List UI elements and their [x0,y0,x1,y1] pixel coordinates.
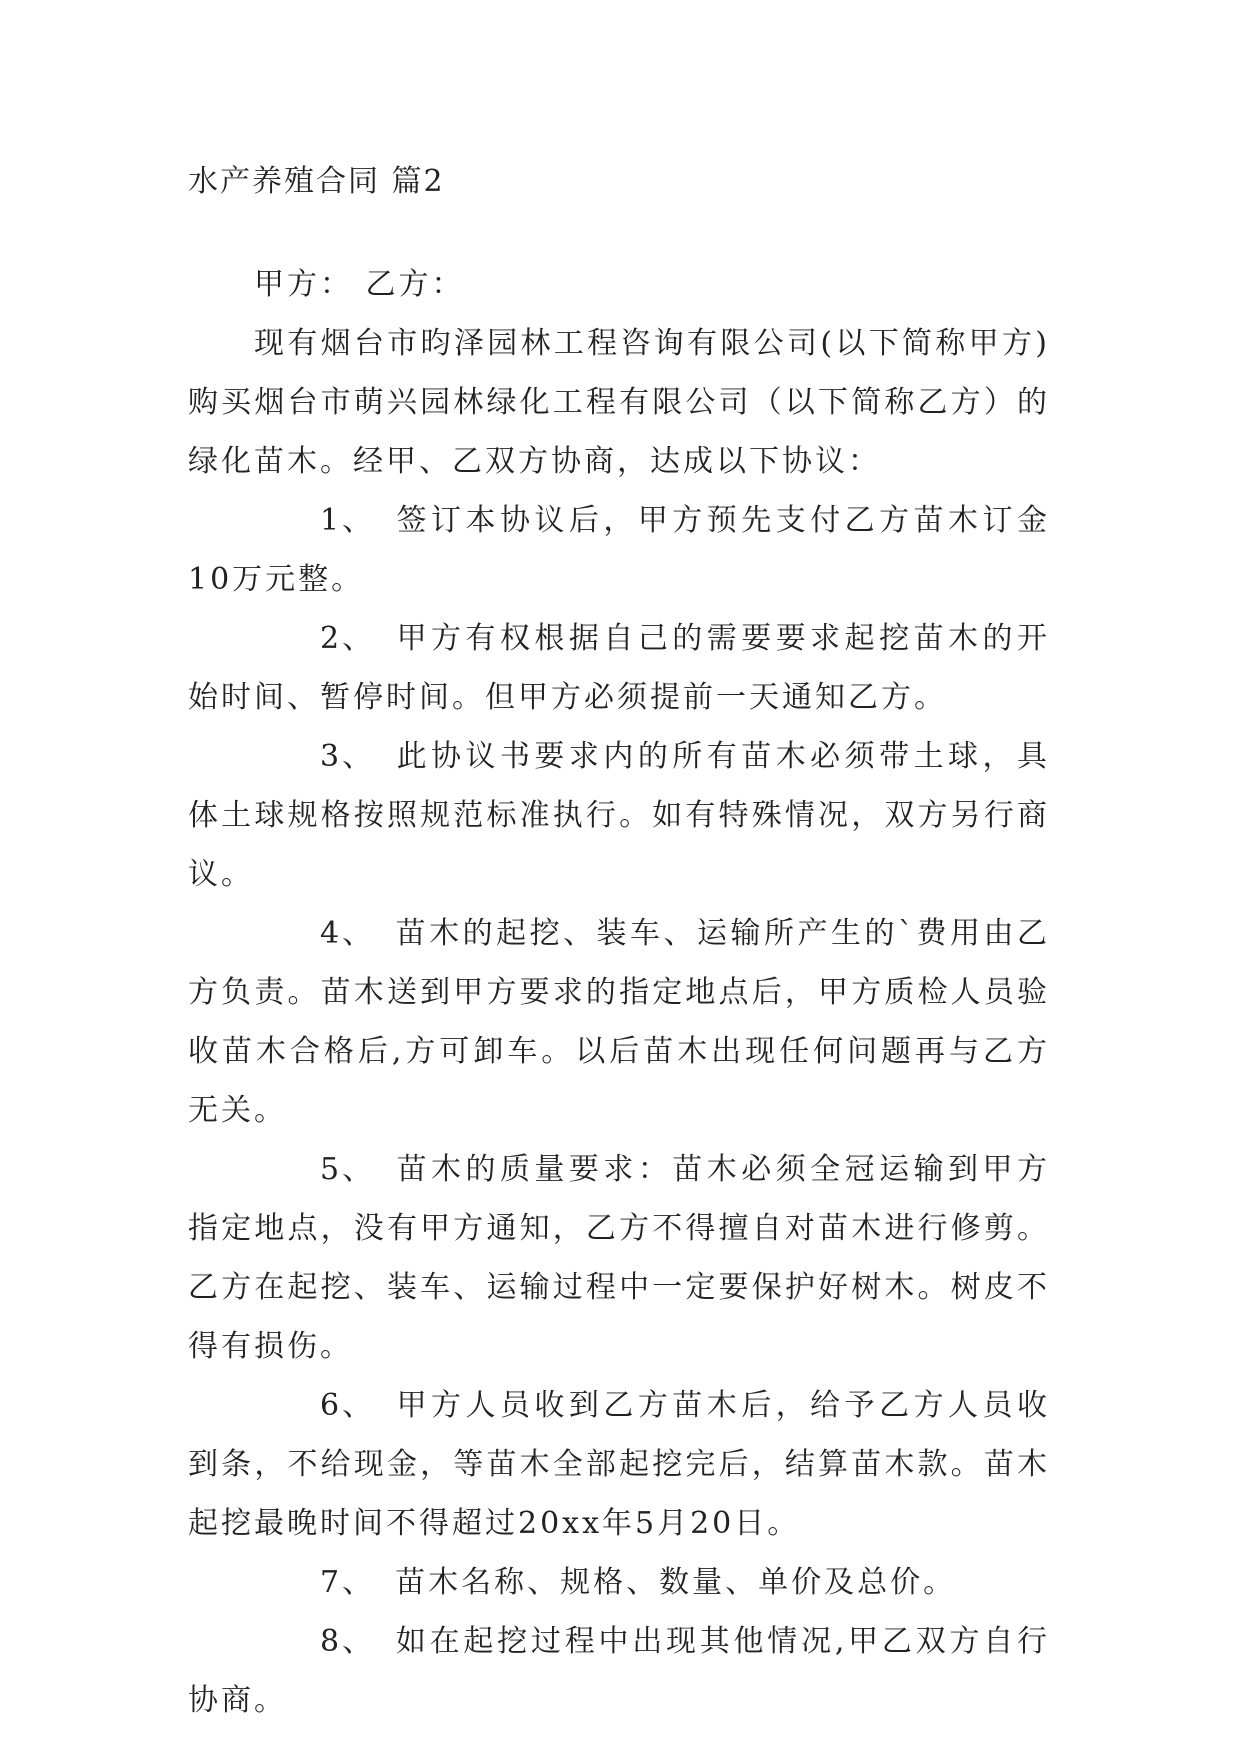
clause-4 [188,904,1050,1140]
clause-text: 甲方人员收到乙方苗木后，给予乙方人员收到条，不给现金，等苗木全部起挖完后，结算苗木款。苗木起挖最晚时间不得超过20xx年5月20日。 [188,1388,1050,1541]
clause-6 [188,1376,1050,1553]
intro-paragraph: 现有烟台市昀泽园林工程咨询有限公司(以下简称甲方)购买烟台市萌兴园林绿化工程有限公司（以下简称乙方）的绿化苗木。经甲、乙双方协商，达成以下协议： [188,326,1050,479]
clause-1 [188,491,1050,609]
clause-number: 4、 [320,916,376,951]
clause-text: 苗木的质量要求：苗木必须全冠运输到甲方指定地点，没有甲方通知，乙方不得擅自对苗木进行修剪。乙方在起挖、装车、运输过程中一定要保护好树木。树皮不得有损伤。 [188,1152,1050,1364]
clause-number: 1、 [320,503,376,538]
clause-number: 3、 [320,739,376,774]
clause-text: 苗木的起挖、装车、运输所产生的`费用由乙方负责。苗木送到甲方要求的指定地点后，甲方质检人员验收苗木合格后,方可卸车。以后苗木出现任何问题再与乙方无关。 [188,916,1050,1128]
clause-5 [188,1140,1050,1376]
clause-text: 如在起挖过程中出现其他情况,甲乙双方自行协商。 [188,1624,1050,1718]
clause-text: 签订本协议后，甲方预先支付乙方苗木订金10万元整。 [188,503,1050,597]
clause-number: 7、 [320,1565,376,1600]
document-body [188,255,1050,1730]
clause-8 [188,1612,1050,1730]
clause-number: 8、 [320,1624,376,1659]
document-title: 水产养殖合同 篇2 [188,164,445,199]
clause-text: 甲方有权根据自己的需要要求起挖苗木的开始时间、暂停时间。但甲方必须提前一天通知乙方。 [188,621,1050,715]
clause-text: 苗木名称、规格、数量、单价及总价。 [395,1565,957,1600]
clause-3 [188,727,1050,904]
clause-2 [188,609,1050,727]
clause-text: 此协议书要求内的所有苗木必须带土球，具体土球规格按照规范标准执行。如有特殊情况，双方另行商议。 [188,739,1050,892]
clause-7 [188,1553,1050,1612]
clause-number: 2、 [320,621,376,656]
parties-line: 甲方： 乙方： [254,267,465,302]
clause-number: 6、 [320,1388,376,1423]
clause-number: 5、 [320,1152,376,1187]
